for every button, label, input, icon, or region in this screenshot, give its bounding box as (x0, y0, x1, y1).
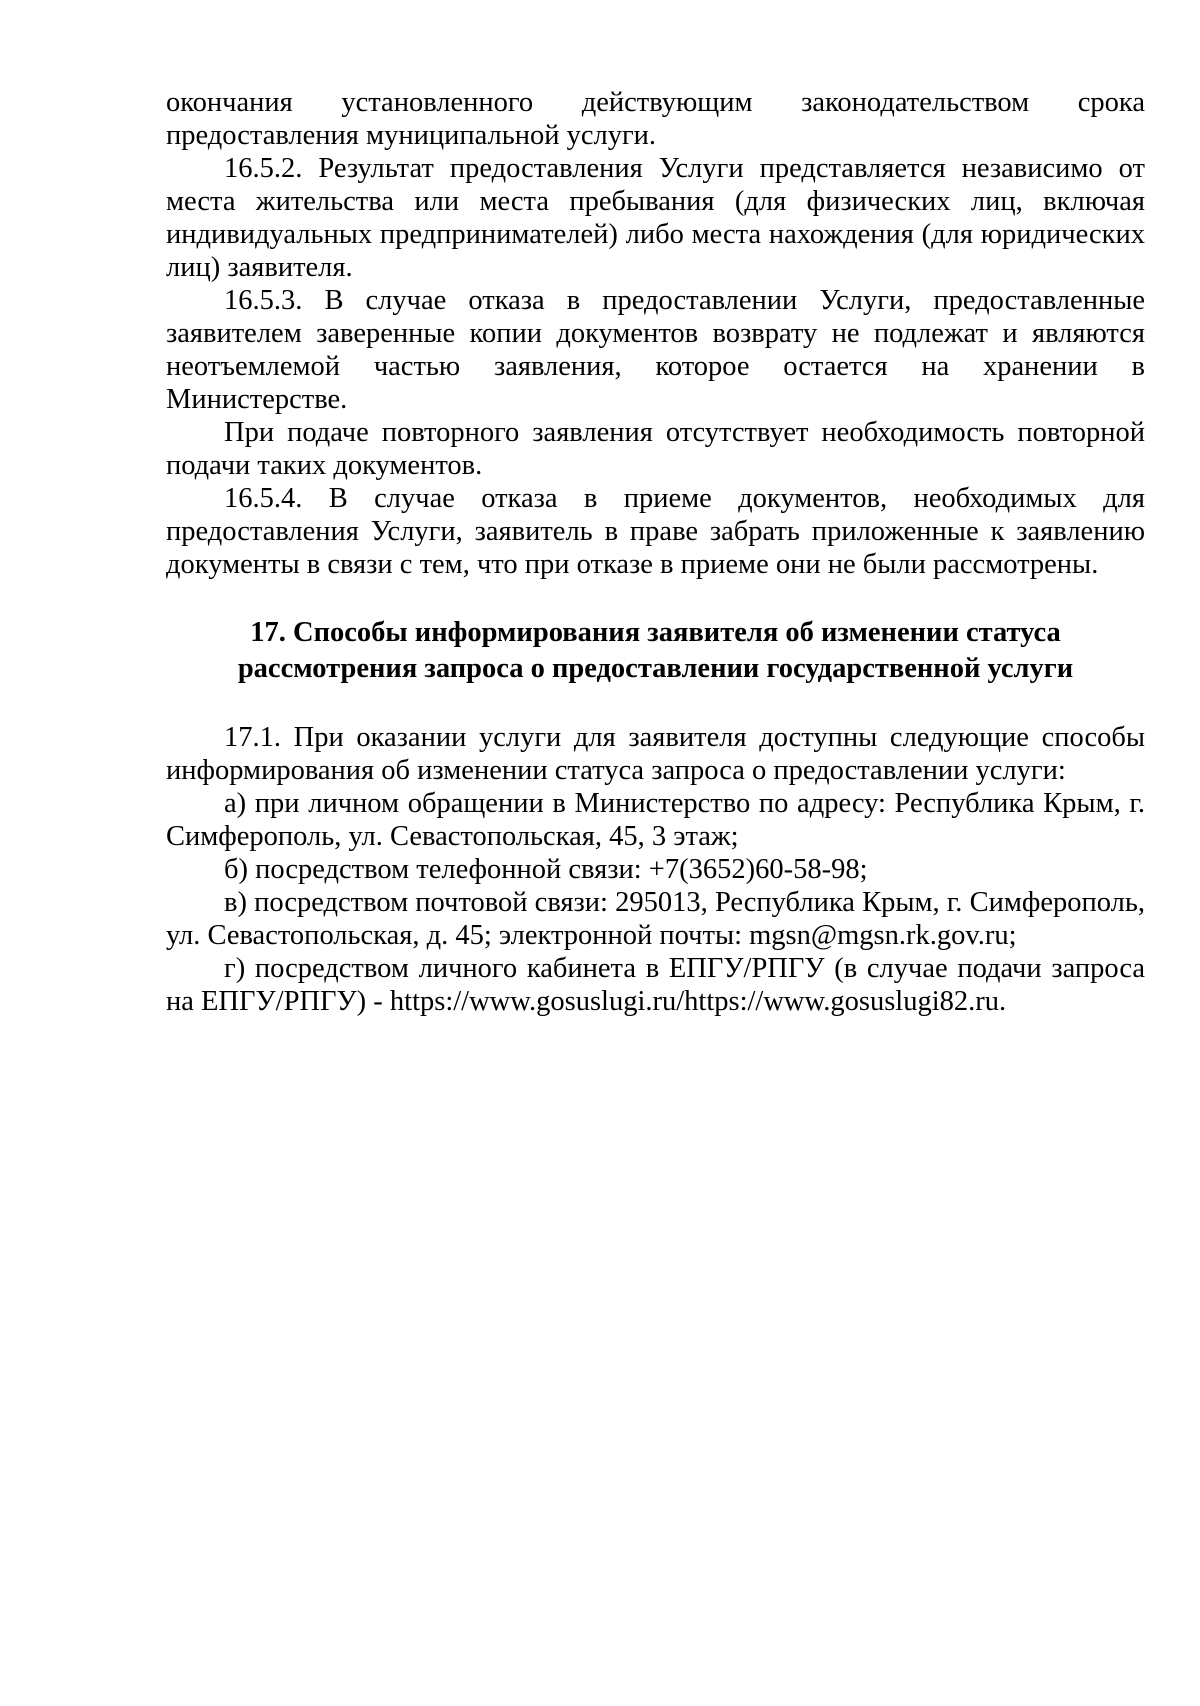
list-item-a: а) при личном обращении в Министерство по адресу: Республика Крым, г. Симферополь, ул. Севастопольская, 45, 3 этаж; (166, 788, 1145, 852)
paragraph-16-5-4: 16.5.4. В случае отказа в приеме документов, необходимых для предоставления Услуги, заявитель в праве забрать приложенные к заявлению документы в связи с тем, что при отказе в приеме они не были рассмотрены. (166, 483, 1145, 580)
section-heading-line-2: рассмотрения запроса о предоставлении государственной услуги (237, 653, 1074, 684)
document-page (166, 86, 1145, 1018)
paragraph-16-5-2: 16.5.2. Результат предоставления Услуги представляется независимо от места жительства или места пребывания (для физических лиц, включая индивидуальных предпринимателей) либо места нахождения (для юридических лиц) заявителя. (166, 153, 1145, 283)
list-item-b: б) посредством телефонной связи: +7(3652)60-58-98; (224, 854, 868, 885)
section-heading-17 (166, 615, 1145, 687)
list-item-v: в) посредством почтовой связи: 295013, Республика Крым, г. Симферополь, ул. Севастопольская, д. 45; электронной почты: mgsn@mgsn.rk.gov.ru; (166, 887, 1145, 951)
paragraph-17-1: 17.1. При оказании услуги для заявителя доступны следующие способы информирования об изменении статуса запроса о предоставлении услуги: (166, 722, 1145, 786)
paragraph-16-5-3: 16.5.3. В случае отказа в предоставлении Услуги, предоставленные заявителем заверенные копии документов возврату не подлежат и являются неотъемлемой частью заявления, которое остается на хранении в Министерстве. (166, 285, 1145, 415)
intro-paragraph (166, 86, 1145, 152)
paragraph-repeat-submission: При подаче повторного заявления отсутствует необходимость повторной подачи таких документов. (166, 417, 1145, 481)
intro-line-2: предоставления муниципальной услуги. (166, 120, 657, 151)
intro-line-1: окончания установленного действующим законодательством срока (166, 87, 1145, 118)
section-heading-line-1: 17. Способы информирования заявителя об изменении статуса (250, 617, 1061, 648)
list-item-g: г) посредством личного кабинета в ЕПГУ/РПГУ (в случае подачи запроса на ЕПГУ/РПГУ) - https://www.gosuslugi.ru/https://www.gosuslugi82.ru. (166, 953, 1145, 1017)
